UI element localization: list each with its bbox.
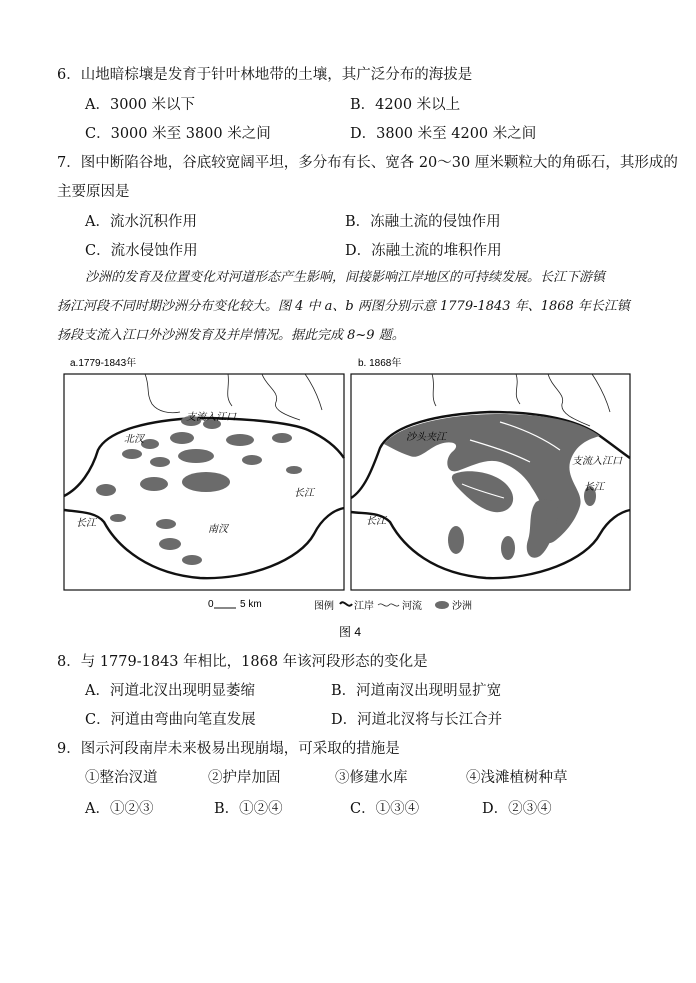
- q7-option-c: C．流水侵蚀作用: [85, 243, 198, 259]
- q7-stem-line1: 7．图中断陷谷地，谷底较宽阔平坦，多分布有长、宽各 20～30 厘米颗粒大的角砾石，其形成的: [57, 155, 678, 171]
- q9-option-c: C．①③④: [350, 801, 420, 817]
- legend-title: 图例: [314, 601, 334, 612]
- q7-option-b: B．冻融土流的侵蚀作用: [345, 214, 501, 230]
- q7-option-a: A．流水沉积作用: [85, 214, 197, 230]
- legend-sandbar: 沙洲: [452, 601, 472, 612]
- q8-option-c: C．河道由弯曲向笔直发展: [85, 712, 256, 728]
- legend-river-symbol: [378, 604, 399, 606]
- q8-stem: 8．与 1779-1843 年相比，1868 年该河段形态的变化是: [57, 654, 428, 670]
- map-b-label-yangtze-left: 长江: [366, 516, 386, 527]
- map-a-label-tributary: 支流入江口: [186, 412, 236, 423]
- figure-caption: 图 4: [339, 625, 362, 639]
- map-a-label-north-branch: 北汊: [124, 434, 144, 445]
- q8-option-d: D．河道北汊将与长江合并: [331, 712, 503, 728]
- q9-option-a: A．①②③: [85, 801, 154, 817]
- map-b-label-yangtze-right: 长江: [584, 482, 604, 493]
- scale-zero: 0: [208, 599, 214, 610]
- map-b-label-tributary: 支流入江口: [572, 456, 622, 467]
- legend-sandbar-symbol: [435, 601, 449, 609]
- q6-option-c: C．3000 米至 3800 米之间: [85, 126, 271, 142]
- map-a-label-yangtze-right: 长江: [294, 488, 314, 499]
- passage-line-2: 扬江河段不同时期沙洲分布变化较大。图 4 中 a、b 两图分别示意 1779-1843 年、1868 年长江镇: [57, 299, 630, 314]
- map-b-label-shatou: 沙头夹江: [406, 432, 446, 443]
- q6-option-b: B．4200 米以上: [350, 97, 461, 113]
- legend-bank: 江岸: [354, 601, 374, 612]
- q7-stem-line2: 主要原因是: [57, 184, 130, 200]
- q6-option-a: A．3000 米以下: [85, 97, 195, 113]
- legend-bank-symbol: [340, 602, 352, 605]
- q8-option-a: A．河道北汊出现明显萎缩: [85, 683, 255, 699]
- passage-line-3: 扬段支流入江口外沙洲发育及并岸情况。据此完成 8~9 题。: [57, 328, 405, 343]
- q7-option-d: D．冻融土流的堆积作用: [345, 243, 502, 259]
- q9-stem: 9．图示河段南岸未来极易出现崩塌，可采取的措施是: [57, 741, 400, 757]
- legend-river: 河流: [402, 601, 422, 612]
- map-a-title: a.1779-1843年: [70, 358, 137, 369]
- map-b-title: b. 1868年: [358, 358, 402, 369]
- passage-line-1: 沙洲的发育及位置变化对河道形态产生影响，间接影响江岸地区的可持续发展。长江下游镇: [85, 270, 606, 285]
- map-a-label-yangtze-left: 长江: [76, 518, 96, 529]
- q9-measure-1: ①整治汊道: [85, 770, 158, 786]
- q9-option-d: D．②③④: [482, 801, 552, 817]
- q8-option-b: B．河道南汊出现明显扩宽: [331, 683, 502, 699]
- q9-measure-2: ②护岸加固: [208, 770, 281, 786]
- map-a-label-south-branch: 南汊: [208, 524, 228, 535]
- q6-stem: 6．山地暗棕壤是发育于针叶林地带的土壤，其广泛分布的海拔是: [57, 67, 473, 83]
- q6-option-d: D．3800 米至 4200 米之间: [350, 126, 537, 142]
- q9-measure-4: ④浅滩植树种草: [466, 770, 568, 786]
- q9-option-b: B．①②④: [214, 801, 283, 817]
- q9-measure-3: ③修建水库: [335, 770, 408, 786]
- scale-label: 5 km: [240, 599, 262, 610]
